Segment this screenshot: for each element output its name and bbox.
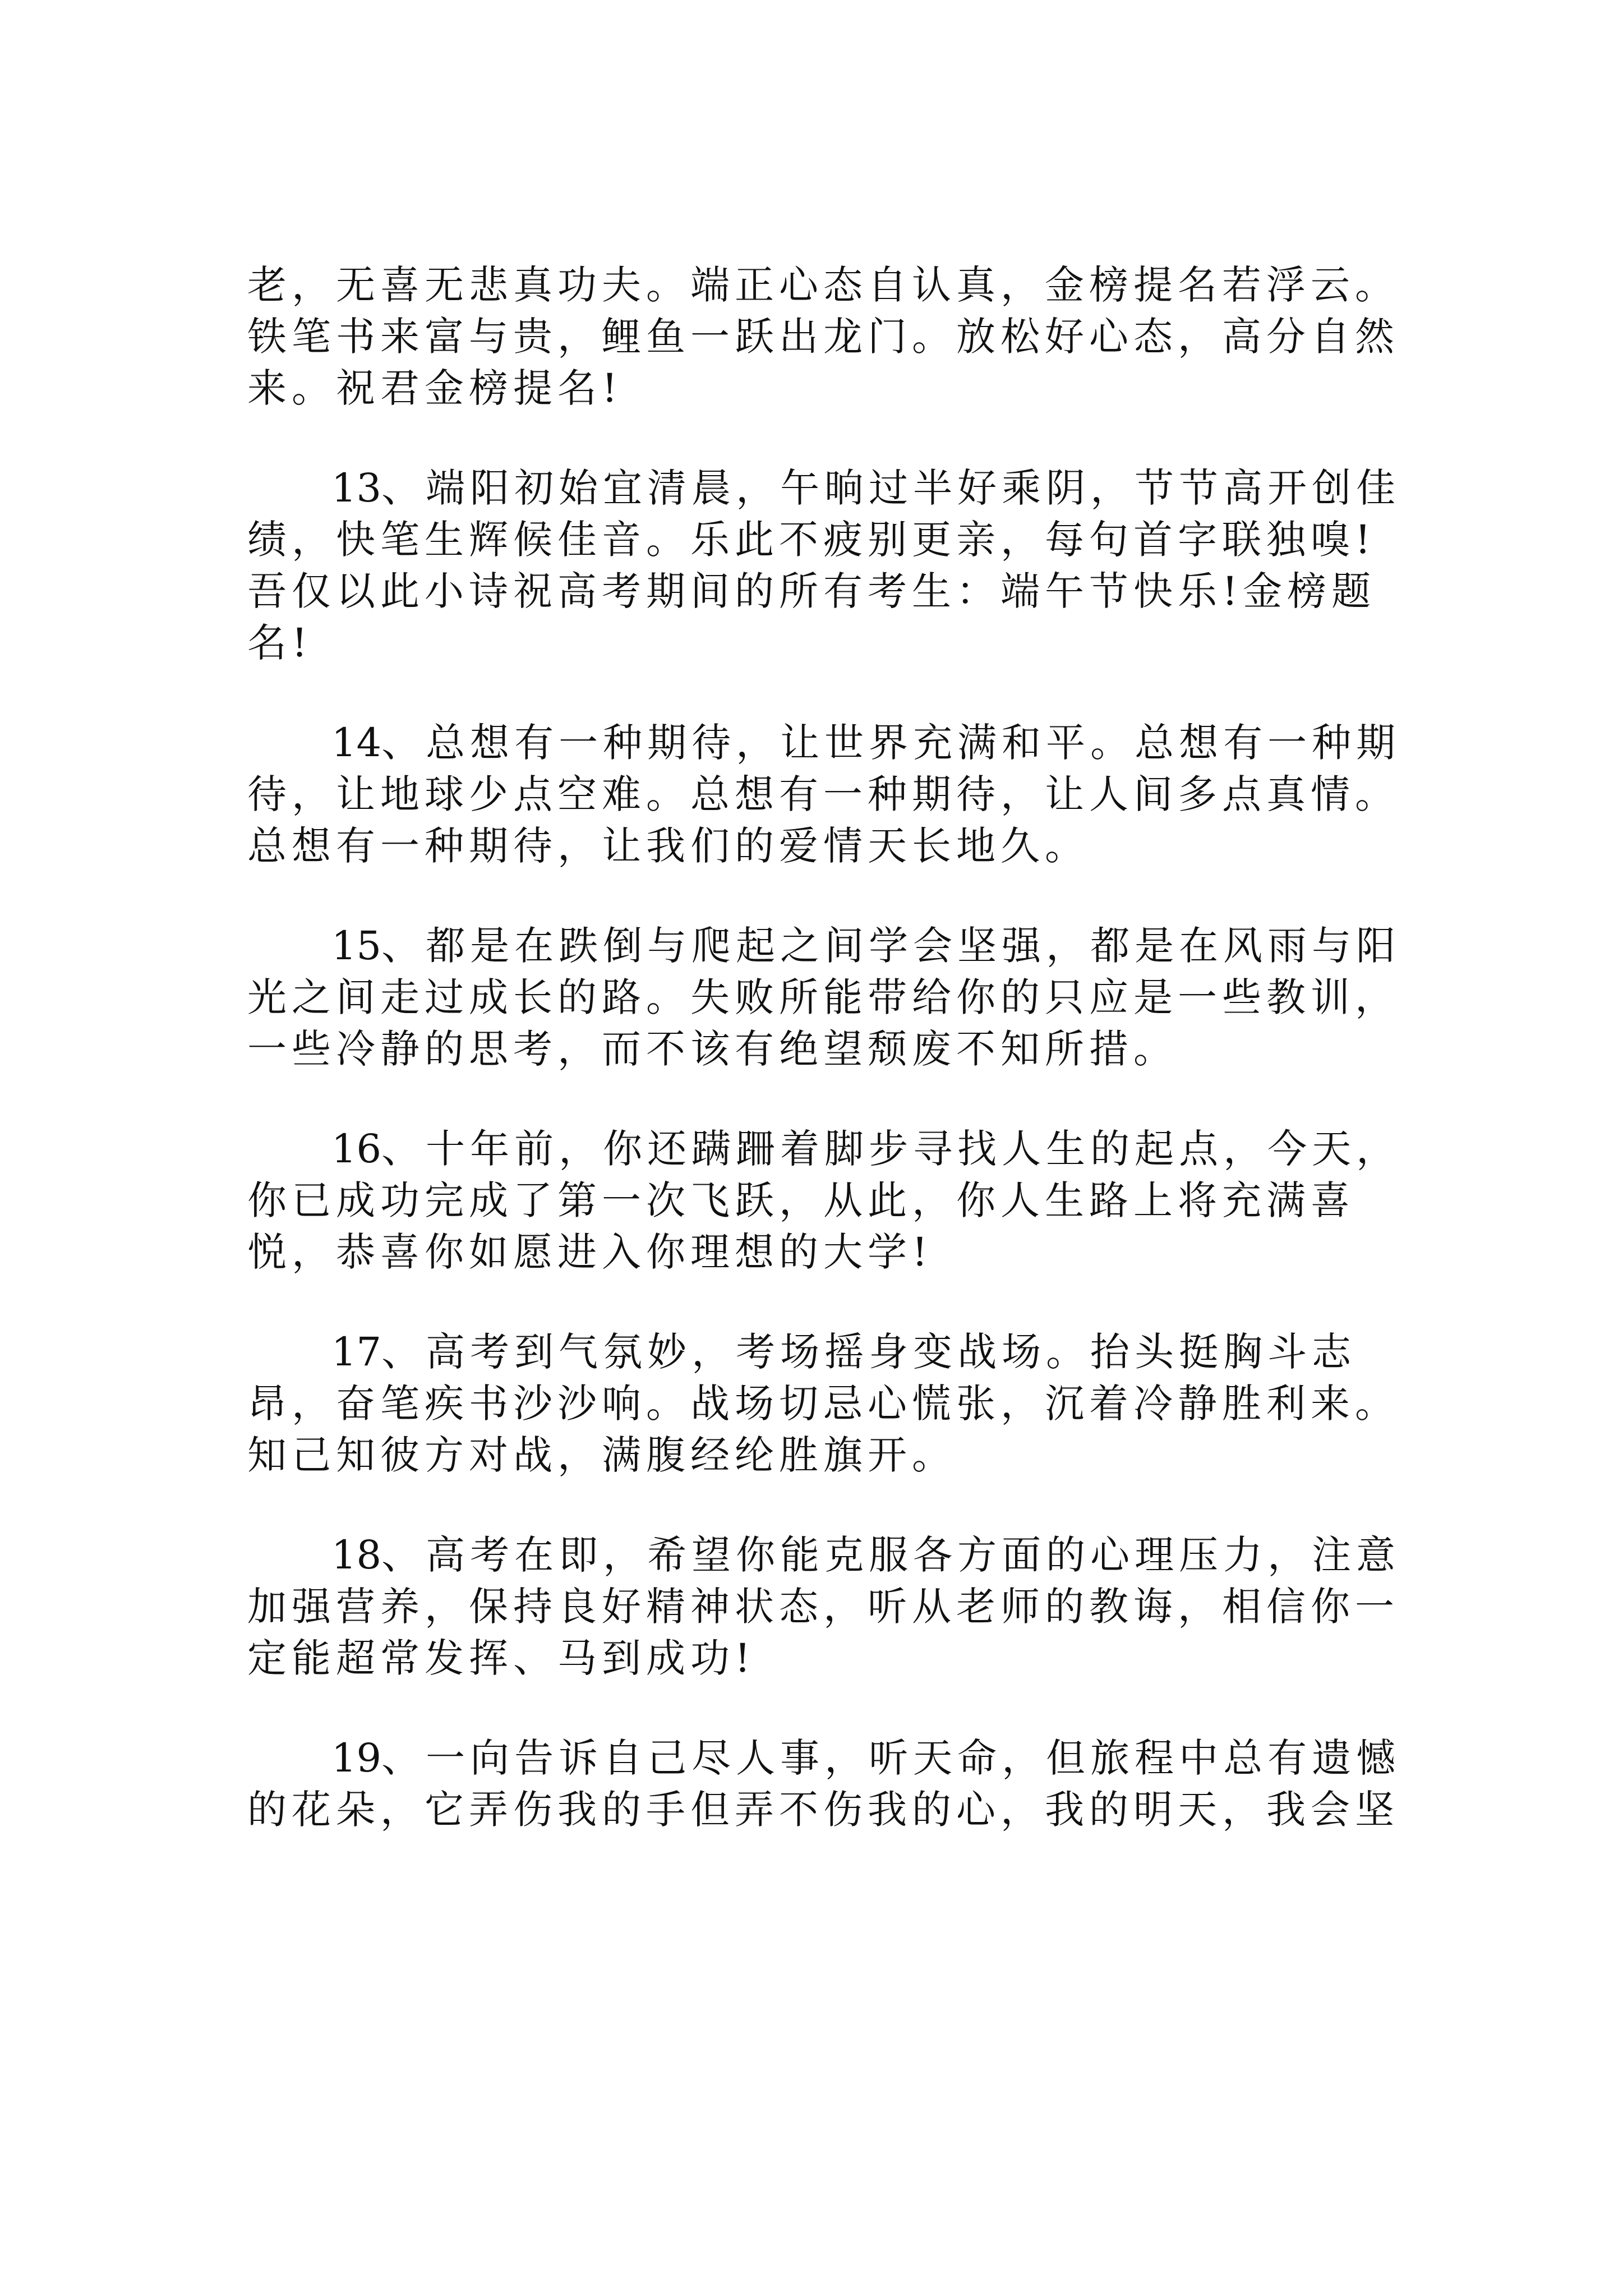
paragraph-number: 16 xyxy=(331,1126,382,1172)
paragraph-text: 、高考到气氛妙，考场摇身变战场。抬头挺胸斗志昂，奋笔疾书沙沙响。战场切忌心慌张，沉着冷静胜利来。知己知彼方对战，满腹经纶胜旗开。 xyxy=(247,1329,1399,1478)
paragraph-number: 17 xyxy=(331,1329,382,1375)
paragraph-number: 18 xyxy=(331,1532,382,1578)
paragraph-19 xyxy=(247,1732,1403,1835)
paragraph-12-continuation xyxy=(247,208,1403,414)
paragraph-15 xyxy=(247,920,1403,1075)
paragraph-14 xyxy=(247,717,1403,872)
paragraph-17 xyxy=(247,1326,1403,1481)
paragraph-text: 、高考在即，希望你能克服各方面的心理压力，注意加强营养，保持良好精神状态，听从老师的教诲，相信你一定能超常发挥、马到成功! xyxy=(247,1532,1401,1681)
paragraph-number: 13 xyxy=(331,465,382,511)
paragraph-13 xyxy=(247,462,1403,669)
paragraph-text: 、十年前，你还蹒跚着脚步寻找人生的起点，今天，你已成功完成了第一次飞跃，从此，你人生路上将充满喜悦，恭喜你如愿进入你理想的大学! xyxy=(247,1126,1401,1275)
paragraph-number: 15 xyxy=(331,923,382,969)
paragraph-text: 、总想有一种期待，让世界充满和平。总想有一种期待，让地球少点空难。总想有一种期待，让人间多点真情。总想有一种期待，让我们的爱情天长地久。 xyxy=(247,720,1401,869)
paragraph-text: 老，无喜无悲真功夫。端正心态自认真，金榜提名若浮云。铁笔书来富与贵，鲤鱼一跃出龙门。放松好心态，高分自然来。祝君金榜提名! xyxy=(247,262,1399,411)
paragraph-16 xyxy=(247,1123,1403,1278)
document-body xyxy=(247,208,1403,1884)
paragraph-number: 14 xyxy=(331,720,382,766)
paragraph-text: 、都是在跌倒与爬起之间学会坚强，都是在风雨与阳光之间走过成长的路。失败所能带给你的只应是一些教训，一些冷静的思考，而不该有绝望颓废不知所措。 xyxy=(247,923,1401,1072)
paragraph-number: 19 xyxy=(331,1735,382,1781)
paragraph-text: 、端阳初始宜清晨，午晌过半好乘阴，节节高开创佳绩，快笔生辉候佳音。乐此不疲别更亲，每句首字联独嗅!吾仅以此小诗祝高考期间的所有考生：端午节快乐!金榜题名! xyxy=(247,465,1401,666)
paragraph-18 xyxy=(247,1529,1403,1684)
paragraph-text: 、一向告诉自己尽人事，听天命，但旅程中总有遗憾的花朵，它弄伤我的手但弄不伤我的心，我的明天，我会坚 xyxy=(247,1735,1401,1833)
